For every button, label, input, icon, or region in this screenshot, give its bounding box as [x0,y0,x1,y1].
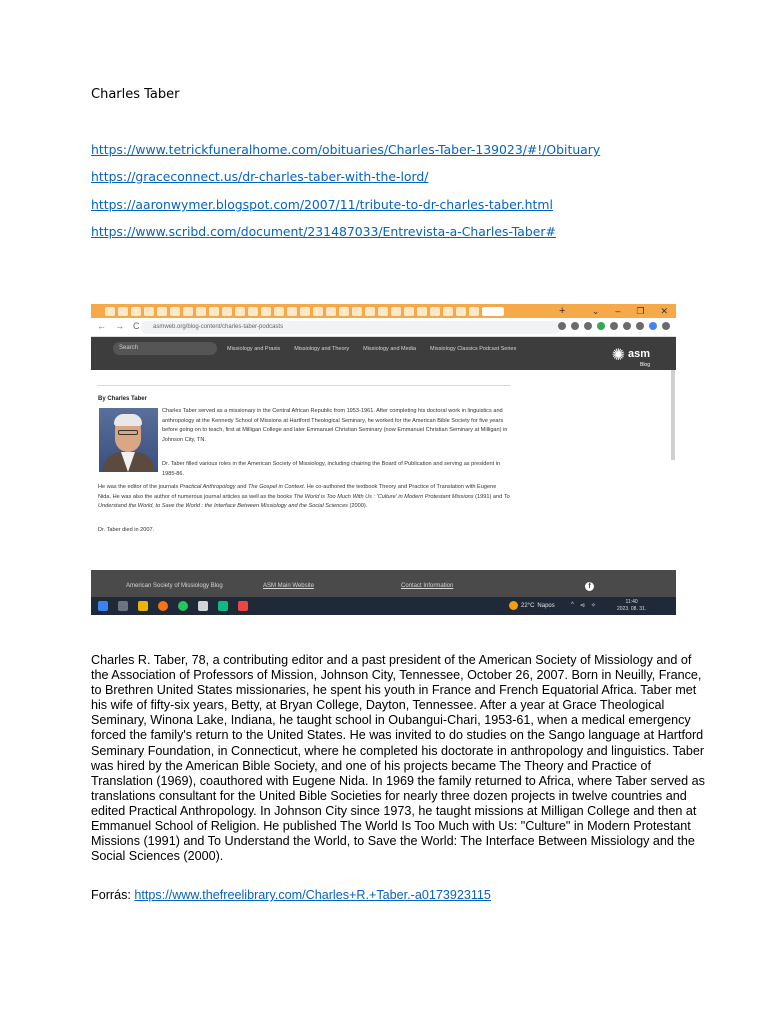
site-search-input[interactable]: Search [113,342,217,355]
taskbar-apps [98,601,248,611]
bio-text: (2000). [347,503,368,510]
browser-tab[interactable] [274,307,284,316]
divider [97,385,510,386]
windows-start-icon[interactable] [98,601,108,611]
browser-tab[interactable] [144,307,154,316]
asm-logo[interactable] [612,344,650,368]
close-icon[interactable]: ✕ [660,306,668,316]
restore-icon[interactable]: ❐ [636,306,645,316]
browser-tab[interactable] [209,307,219,316]
browser-tab[interactable] [222,307,232,316]
bookmark-star-icon[interactable] [584,322,592,330]
browser-nav [97,321,140,331]
speaker-icon[interactable]: ⊲ [579,603,585,609]
system-tray [571,602,596,609]
security-app-icon[interactable] [238,601,248,611]
browser-tab[interactable] [196,307,206,316]
extension-icon[interactable] [597,322,605,330]
site-header [91,337,676,370]
photo-glasses [118,430,138,435]
bio-paragraph-3 [98,483,510,512]
browser-tab[interactable] [287,307,297,316]
clock-date: 2023. 08. 31. [617,606,647,612]
asm-logo-mark-icon: ✺ [611,347,625,364]
firefox-icon[interactable] [158,601,168,611]
link-scribd-interview[interactable]: https://www.scribd.com/document/231487033/Entrevista-a-Charles-Taber# [91,224,556,239]
reload-icon[interactable]: C [133,321,140,331]
window-controls [592,304,668,318]
tray-chevron-icon[interactable]: ^ [571,602,574,608]
source-label: Forrás: [91,888,135,902]
link-aaronwymer-blog[interactable]: https://aaronwymer.blogspot.com/2007/11/tribute-to-dr-charles-taber.html [91,197,553,212]
nav-missiology-praxis[interactable]: Missiology and Praxis [227,346,281,352]
new-tab-button[interactable]: + [559,305,566,317]
browser-tab[interactable] [391,307,401,316]
browser-tab[interactable] [183,307,193,316]
task-view-icon[interactable] [118,601,128,611]
browser-tab[interactable] [339,307,349,316]
extensions-puzzle-icon[interactable] [610,322,618,330]
tab-search-icon[interactable]: ⌄ [591,306,600,316]
browser-tab[interactable] [456,307,466,316]
nav-missiology-classics-podcast[interactable]: Missiology Classics Podcast Series [430,346,517,352]
footer-contact-link[interactable]: Contact Information [401,583,454,589]
browser-tab[interactable] [300,307,310,316]
settings-gear-icon[interactable] [198,601,208,611]
browser-tab[interactable] [326,307,336,316]
embedded-screenshot [91,304,676,615]
browser-tab[interactable] [235,307,245,316]
bio-text: . He co-authored the textbook Theory and Practice of Translation with Eugene Nida. He was also the author of numerous journal articles as well as the books [98,484,497,500]
book-title: The World is Too Much With Us : 'Culture' in Modern Protestant Missions [293,493,474,500]
weather-label: Napos [537,602,555,609]
sun-icon [509,601,518,610]
browser-tab[interactable] [443,307,453,316]
nav-missiology-media[interactable]: Missiology and Media [363,346,417,352]
browser-address-bar [91,318,676,337]
weather-widget[interactable] [509,601,555,610]
bio-text: and [235,484,248,490]
bio-text: He was the editor of the journals [98,484,180,490]
bio-paragraph-4: Dr. Taber died in 2007. [98,527,155,533]
browser-tabs [105,307,504,316]
journal-title: The Gospel in Context [248,484,304,490]
photo-hair [114,414,142,426]
browser-tab[interactable] [417,307,427,316]
obituary-paragraph: Charles R. Taber, 78, a contributing editor and a past president of the American Society of Missiology and of the Association of Professors of Mission, Johnson City, Tennessee, October 26, 2007. Born in Neuilly, France, to Brethren United States missionaries, he spent his youth in France and French Equatorial Africa. Taber met his wife of fifty-six years, Betty, at Bryan College, Dayton, Tennessee. After a year at Grace Theological Seminary, Winona Lake, Indiana, he taught school in Oubangui-Chari, 1953-61, when a medical emergency forced the family's return to the United States. He was invited to do studies on the Sango language at Hartford Seminary Foundation, in Connecticut, where he completed his doctorate in anthropology and linguistics. Taber was hired by the American Bible Society, and one of his projects became The Theory and Practice of Translation (1969), coauthored with Eugene Nida. In 1969 the family returned to Africa, where Taber served as translations consultant for the United Bible Societies for nearly three dozen projects in twelve countries and edited Practical Anthropology. In Johnson City since 1973, he taught missions at Milligan College and then at Emmanuel School of Religion. He published The World Is Too Much with Us: "Culture" in Modern Protestant Missions (1991) and To Understand the World, to Save the World: The Interface Between Missiology and the Social Sciences (2000). [91,653,705,864]
browser-tab-active[interactable] [482,307,504,316]
google-icon[interactable] [558,322,566,330]
clock-time: 11:40 [625,599,638,605]
url-field[interactable]: asmweb.org/blog-content/charles-taber-podcasts [141,321,561,334]
bio-text: (1991) and [473,493,504,500]
share-icon[interactable] [571,322,579,330]
browser-tab[interactable] [157,307,167,316]
document-title: Charles Taber [91,87,180,102]
bio-paragraph-2: Dr. Taber filled various roles in the American Society of Missiology, including chairing the Board of Publication and serving as president in 1985-86. [162,461,501,477]
windows-taskbar [91,597,676,615]
link-graceconnect[interactable]: https://graceconnect.us/dr-charles-taber-with-the-lord/ [91,169,429,184]
site-nav [227,346,516,352]
bio-paragraph-1: Charles Taber served as a missionary in the Central African Republic from 1953-1961. After completing his doctoral work in linguistics and anthropology at the Kennedy School of Missions at Hartford Theological Seminary, he worked for the American Bible Society for five years before going on to teach, first at Milligan College and later Emmanuel Christian Seminary (now Emmanuel Christian Seminary at Milligan) in Johnson City, TN. [162,408,508,443]
facebook-icon[interactable]: f [585,582,594,591]
footer-main-website-link[interactable]: ASM Main Website [263,583,314,589]
book-title: To Understand the World, to Save the World : the Interface Between Missiology and the Social Sciences [98,493,510,510]
browser-tab[interactable] [430,307,440,316]
article-content [91,370,676,570]
browser-tab[interactable] [118,307,128,316]
asm-logo-word: asm [627,348,650,360]
article-author: By Charles Taber [98,396,147,402]
download-icon[interactable] [623,322,631,330]
footer-site-name: American Society of Missiology Blog [126,583,223,589]
forward-icon[interactable]: → [115,321,124,331]
minimize-icon[interactable]: – [615,306,621,316]
sidebar-icon[interactable] [636,322,644,330]
chrome-icon[interactable] [178,601,188,611]
chrome-active-icon[interactable] [218,601,228,611]
browser-tab[interactable] [105,307,115,316]
source-line [91,888,491,902]
browser-tab-bar [91,304,676,318]
extension-icons [558,322,670,330]
browser-tab[interactable] [261,307,271,316]
author-photo [99,408,158,472]
taskbar-clock[interactable] [617,599,646,613]
menu-kebab-icon[interactable] [662,322,670,330]
browser-tab[interactable] [131,307,141,316]
journal-title: Practical Anthropology [179,484,236,490]
browser-tab[interactable] [404,307,414,316]
weather-temp: 22°C [521,602,535,609]
page-scrollbar[interactable] [671,370,675,460]
back-icon[interactable]: ← [97,321,106,331]
file-explorer-icon[interactable] [138,601,148,611]
link-tetrick-funeral-home[interactable]: https://www.tetrickfuneralhome.com/obituaries/Charles-Taber-139023/#!/Obituary [91,142,601,157]
browser-tab[interactable] [170,307,180,316]
browser-tab[interactable] [352,307,362,316]
site-footer [91,570,676,597]
network-icon[interactable]: ✧ [590,603,596,609]
asm-logo-blog: Blog [639,362,650,368]
browser-tab[interactable] [469,307,479,316]
source-link[interactable]: https://www.thefreelibrary.com/Charles+R.+Taber.-a0173923115 [134,888,491,902]
browser-tab[interactable] [378,307,388,316]
browser-tab[interactable] [313,307,323,316]
browser-tab[interactable] [248,307,258,316]
profile-avatar[interactable] [649,322,657,330]
browser-tab[interactable] [365,307,375,316]
nav-missiology-theory[interactable]: Missiology and Theory [294,346,350,352]
